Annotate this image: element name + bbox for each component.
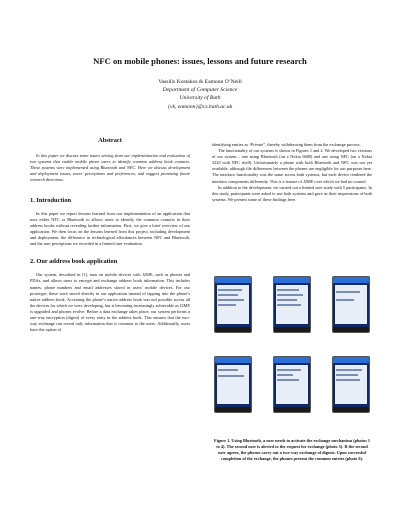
author-university: University of Bath <box>179 95 221 102</box>
author-block <box>20 78 380 111</box>
abstract-heading: Abstract <box>98 137 122 144</box>
phone-screenshot-1 <box>214 276 252 333</box>
figure-1-screenshots <box>212 274 372 437</box>
right-column <box>212 142 372 203</box>
right-para-1: identifying entries as “Private”, thereby withdrawing them from the exchange process. <box>212 142 361 147</box>
abstract-text: In this paper we discuss some issues arising from our implementation and evaluation of two systems that enable mobile phone users to identify common address book contacts. These systems were implemented using Bluetooth and NFC. Here we discuss development and deployment issues, users’ perceptions and preferences, and suggest promising future research directions. <box>30 153 190 183</box>
app-text: Our system, described in [1], runs on mobile devices with J2ME, such as phones and PDAs, and allows users to encrypt and exchange address book information. This includes names, phone numbers and email addresses stored in users’ mobile devices. For our prototype, these were stored directly in our application instead of tapping into the phone’s native address book. Accessing the phone’s native address book was not possible across all the devices for which we were developing, but is becoming increasingly achievable as J2ME is upgraded and phones evolve. Before a data exchange takes place, our system performs a one-way encryption (digest) of every entry in the address book. This ensures that the two-way exchange can reveal only information that is common to the users. Additionally, users have the option of <box>30 272 190 333</box>
author-department: Department of Computer Science <box>162 87 238 94</box>
right-para-2: The functionality of our systems is shown in Figures 1 and 2. We developed two versions of our system – one using Bluetooth (on a Nokia 6680) and one using NFC (on a Nokia 3220 with NFC shell). Unfortunately a phone with both Bluetooth and NFC was not yet available, although file differences between the phones are negligible for our purposes here. The interface functionality was the same across both systems, but each device rendered the interface components differently. This is a feature of J2ME over which we had no control. <box>212 148 372 184</box>
phone-screenshot-4 <box>214 356 252 413</box>
intro-heading: 1. Introduction <box>30 196 72 204</box>
author-names: Vassilis Kostakos & Eamonn O’Neill <box>158 79 242 85</box>
author-email: {vk, eamonn}@cs.bath.ac.uk <box>167 103 233 110</box>
intro-text: In this paper we report lessons learned from our implementation of an application that uses either NFC or Bluetooth to allows users to identify the common contacts in their address books without revealing further information. First, we give a brief overview of our application. We then focus on the lessons learned from this project, including development and deployment, the difference in technological affordances between NFC and Bluetooth, and the user perceptions we recorded in a limited user evaluation. <box>30 210 190 247</box>
phone-screenshot-2 <box>273 276 311 333</box>
phone-screenshot-6 <box>332 356 370 413</box>
right-para-3: In addition to the development, we carried out a limited user study with 5 participants. In this study, participants were asked to use both systems and gave us their impressions of both systems. We present some of these findings here. <box>212 184 372 202</box>
left-column <box>30 138 190 333</box>
paper-title: NFC on mobile phones: issues, lessons and future research <box>93 56 307 66</box>
phone-screenshot-5 <box>273 356 311 413</box>
figure-1-caption: Figure 1. Using Bluetooth, a user needs to activate the exchange mechanism (photos 1 to 4). The second user is alerted to the request for exchange (photo 5). If the second user agrees, the phones carry out a two-way exchange of digests. Upon successful completion of the exchange, the phones present the common entries (photo 6). <box>213 438 371 461</box>
phone-screenshot-3 <box>332 276 370 333</box>
app-heading: 2. Our address book application <box>30 258 118 266</box>
